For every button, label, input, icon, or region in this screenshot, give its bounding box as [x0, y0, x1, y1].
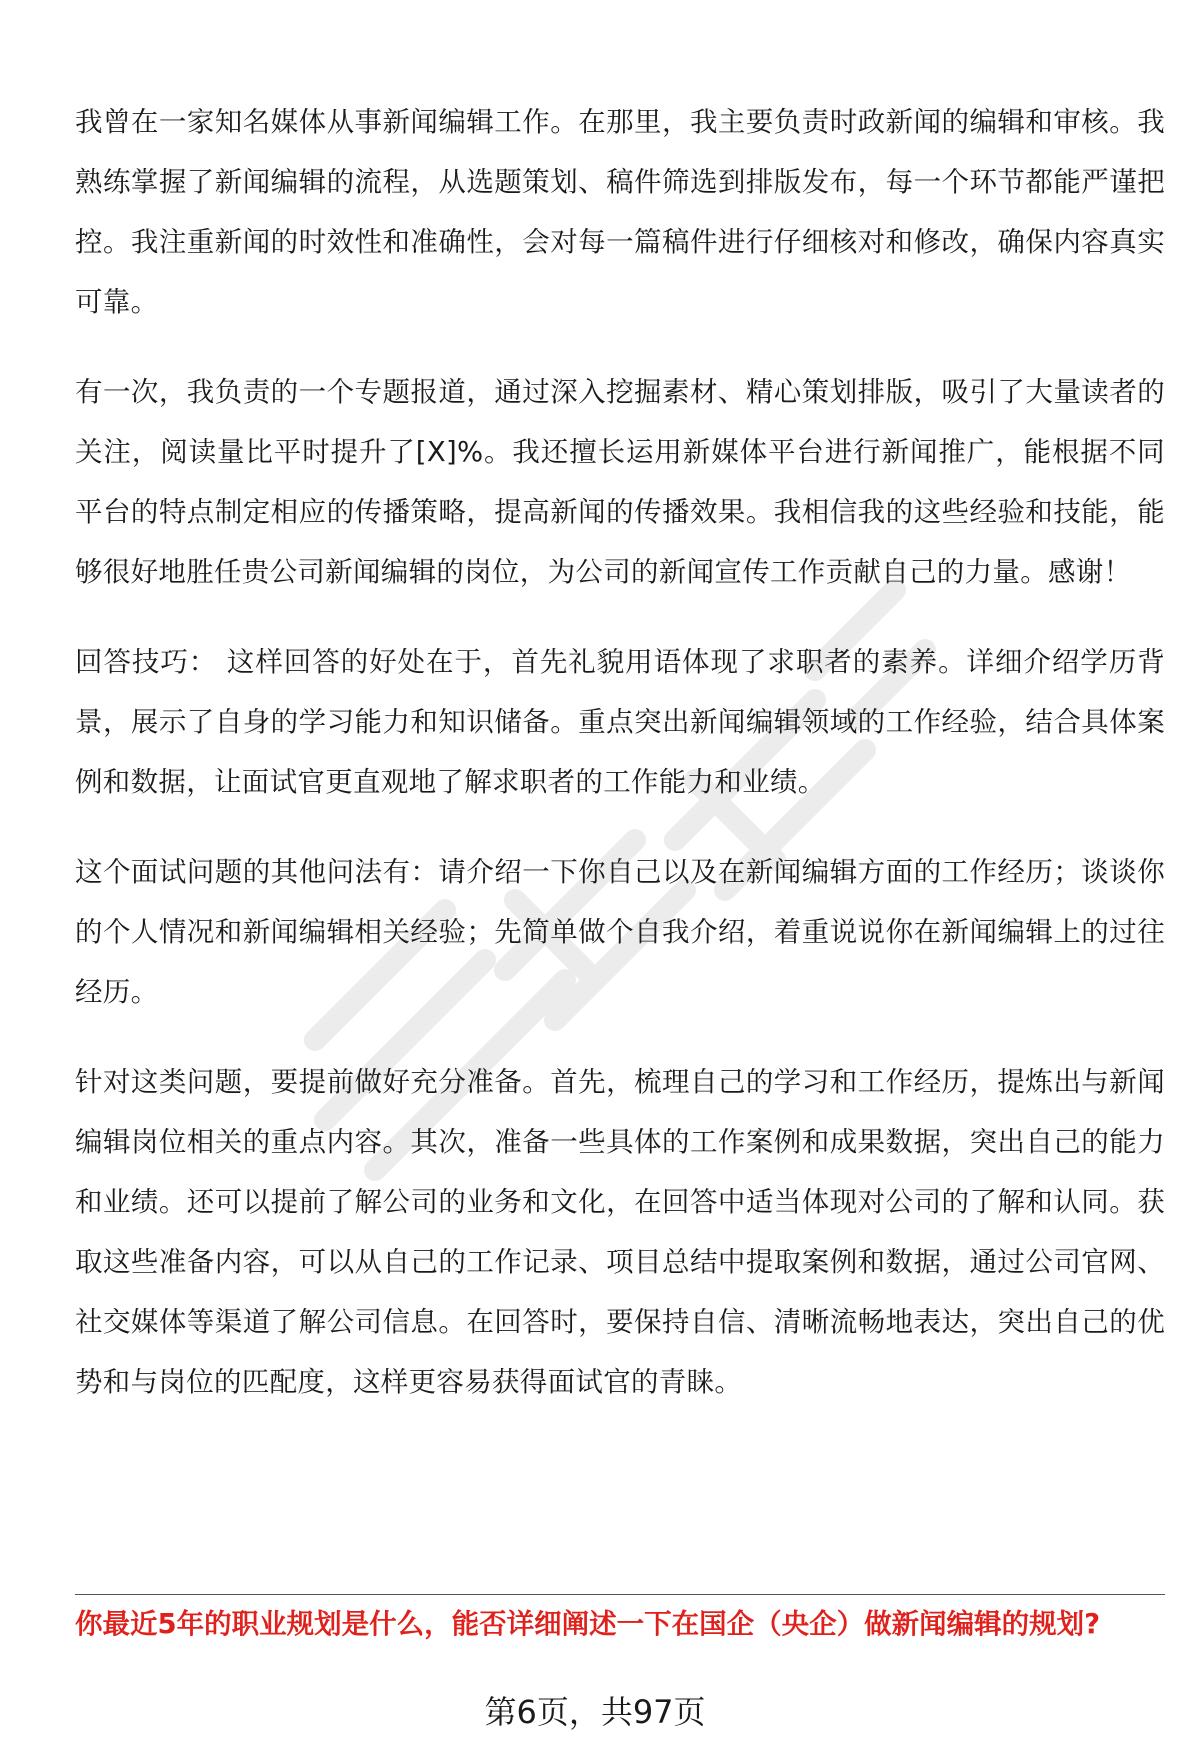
next-question-heading: 你最近5年的职业规划是什么，能否详细阐述一下在国企（央企）做新闻编辑的规划? [75, 1608, 1101, 1640]
document-body [75, 92, 1165, 1442]
paragraph-example: 有一次，我负责的一个专题报道，通过深入挖掘素材、精心策划排版，吸引了大量读者的关注，阅读量比平时提升了[X]%。我还擅长运用新媒体平台进行新闻推广，能根据不同平台的特点制定相应的传播策略，提高新闻的传播效果。我相信我的这些经验和技能，能够很好地胜任贵公司新闻编辑的岗位，为公司的新闻宣传工作贡献自己的力量。感谢！ [75, 376, 1165, 588]
page-number: 第6页，共97页 [484, 1693, 706, 1731]
paragraph-experience: 我曾在一家知名媒体从事新闻编辑工作。在那里，我主要负责时政新闻的编辑和审核。我熟练掌握了新闻编辑的流程，从选题策划、稿件筛选到排版发布，每一个环节都能严谨把控。我注重新闻的时效性和准确性，会对每一篇稿件进行仔细核对和修改，确保内容真实可靠。 [75, 106, 1165, 318]
paragraph-answer-tips: 回答技巧： 这样回答的好处在于，首先礼貌用语体现了求职者的素养。详细介绍学历背景，展示了自身的学习能力和知识储备。重点突出新闻编辑领域的工作经验，结合具体案例和数据，让面试官更直观地了解求职者的工作能力和业绩。 [75, 646, 1165, 798]
paragraph-alternative-questions: 这个面试问题的其他问法有：请介绍一下你自己以及在新闻编辑方面的工作经历；谈谈你的个人情况和新闻编辑相关经验；先简单做个自我介绍，着重说说你在新闻编辑上的过往经历。 [75, 856, 1165, 1008]
section-divider [75, 1594, 1165, 1595]
paragraph-preparation: 针对这类问题，要提前做好充分准备。首先，梳理自己的学习和工作经历，提炼出与新闻编辑岗位相关的重点内容。其次，准备一些具体的工作案例和成果数据，突出自己的能力和业绩。还可以提前了解公司的业务和文化，在回答中适当体现对公司的了解和认同。获取这些准备内容，可以从自己的工作记录、项目总结中提取案例和数据，通过公司官网、社交媒体等渠道了解公司信息。在回答时，要保持自信、清晰流畅地表达，突出自己的优势和与岗位的匹配度，这样更容易获得面试官的青睐。 [75, 1066, 1165, 1398]
